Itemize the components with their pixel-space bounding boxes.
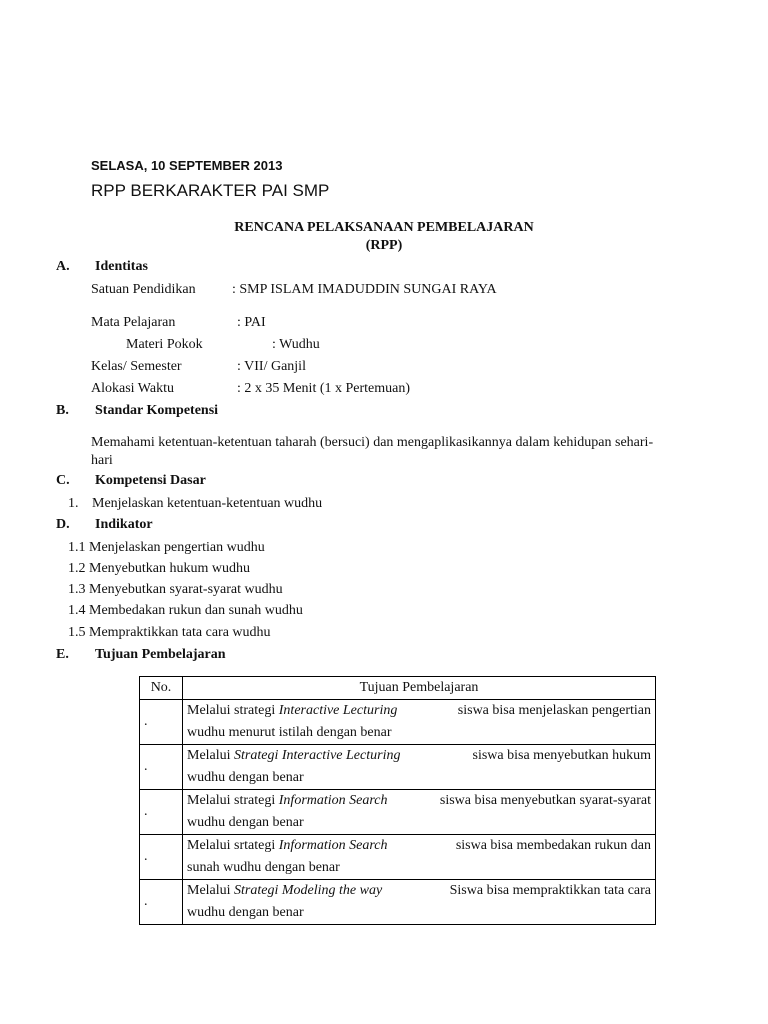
objective-post: Siswa bisa mempraktikkan tata cara: [449, 883, 651, 898]
basic-competency-num: 1.: [68, 496, 79, 511]
identity-value-subject: : PAI: [237, 315, 266, 330]
objective-post: siswa bisa menyebutkan hukum: [472, 748, 651, 763]
section-e-title: Tujuan Pembelajaran: [95, 647, 226, 662]
section-d-title: Indikator: [95, 517, 153, 532]
objective-strategy: Information Search: [278, 838, 388, 853]
objective-strategy: Strategi Interactive Lecturing: [234, 748, 401, 763]
section-b-letter: B.: [56, 403, 69, 418]
row-number: .: [140, 745, 183, 790]
objective-pre: Melalui: [187, 883, 231, 898]
objective-post-line2: wudhu menurut istilah dengan benar: [187, 725, 392, 740]
objective-strategy: Interactive Lecturing: [278, 703, 398, 718]
row-number: .: [140, 835, 183, 880]
row-number: .: [140, 790, 183, 835]
table-row: [140, 835, 656, 880]
objective-strategy: Strategi Modeling the way: [234, 883, 383, 898]
column-header-no: No.: [140, 677, 183, 700]
objective-pre: Melalui: [187, 748, 231, 763]
objective-cell: [183, 790, 656, 835]
identity-label-time: Alokasi Waktu: [91, 381, 174, 396]
objective-cell: [183, 700, 656, 745]
objective-pre: Melalui srtategi: [187, 838, 276, 853]
objective-post: siswa bisa membedakan rukun dan: [455, 838, 651, 853]
objective-post-line2: wudhu dengan benar: [187, 815, 304, 830]
objective-pre: Melalui strategi: [187, 703, 276, 718]
objectives-table: [139, 676, 656, 925]
identity-label-school: Satuan Pendidikan: [91, 282, 196, 297]
table-row: [140, 790, 656, 835]
section-c-letter: C.: [56, 473, 70, 488]
objective-post-line2: sunah wudhu dengan benar: [187, 860, 340, 875]
section-a-title: Identitas: [95, 259, 148, 274]
objective-post-line2: wudhu dengan benar: [187, 770, 304, 785]
basic-competency-text: Menjelaskan ketentuan-ketentuan wudhu: [92, 496, 323, 511]
identity-label-class: Kelas/ Semester: [91, 359, 182, 374]
indicator-item: 1.1 Menjelaskan pengertian wudhu: [68, 540, 265, 555]
indicator-item: 1.3 Menyebutkan syarat-syarat wudhu: [68, 582, 283, 597]
competency-standard-text: Memahami ketentuan-ketentuan taharah (bersuci) dan mengaplikasikannya dalam kehidupan sehari-hari: [91, 435, 654, 468]
section-d-letter: D.: [56, 517, 70, 532]
identity-label-topic: Materi Pokok: [126, 337, 203, 352]
indicator-item: 1.4 Membedakan rukun dan sunah wudhu: [68, 603, 303, 618]
objective-strategy: Information Search: [278, 793, 388, 808]
objective-post-line2: wudhu dengan benar: [187, 905, 304, 920]
objective-cell: [183, 880, 656, 925]
row-number: .: [140, 880, 183, 925]
objective-cell: [183, 745, 656, 790]
section-e-letter: E.: [56, 647, 69, 662]
identity-value-time: : 2 x 35 Menit (1 x Pertemuan): [237, 381, 411, 396]
indicator-item: 1.5 Mempraktikkan tata cara wudhu: [68, 625, 271, 640]
column-header-objective: Tujuan Pembelajaran: [183, 677, 656, 700]
section-c-title: Kompetensi Dasar: [95, 473, 206, 488]
objective-post: siswa bisa menyebutkan syarat-syarat: [439, 793, 651, 808]
identity-value-school: : SMP ISLAM IMADUDDIN SUNGAI RAYA: [232, 282, 497, 297]
post-date: SELASA, 10 SEPTEMBER 2013: [91, 158, 283, 173]
section-b-title: Standar Kompetensi: [95, 403, 219, 418]
doc-title: RENCANA PELAKSANAAN PEMBELAJARAN: [234, 220, 534, 235]
doc-subtitle: (RPP): [365, 238, 403, 253]
objective-cell: [183, 835, 656, 880]
indicator-item: 1.2 Menyebutkan hukum wudhu: [68, 561, 250, 576]
objective-pre: Melalui strategi: [187, 793, 276, 808]
identity-value-topic: : Wudhu: [272, 337, 320, 352]
section-a-letter: A.: [56, 259, 70, 274]
table-header-row: [140, 677, 656, 700]
row-number: .: [140, 700, 183, 745]
table-row: [140, 700, 656, 745]
identity-label-subject: Mata Pelajaran: [91, 315, 176, 330]
table-row: [140, 880, 656, 925]
blog-title[interactable]: RPP BERKARAKTER PAI SMP: [91, 181, 330, 200]
table-row: [140, 745, 656, 790]
identity-value-class: : VII/ Ganjil: [237, 359, 306, 374]
objective-post: siswa bisa menjelaskan pengertian: [457, 703, 651, 718]
